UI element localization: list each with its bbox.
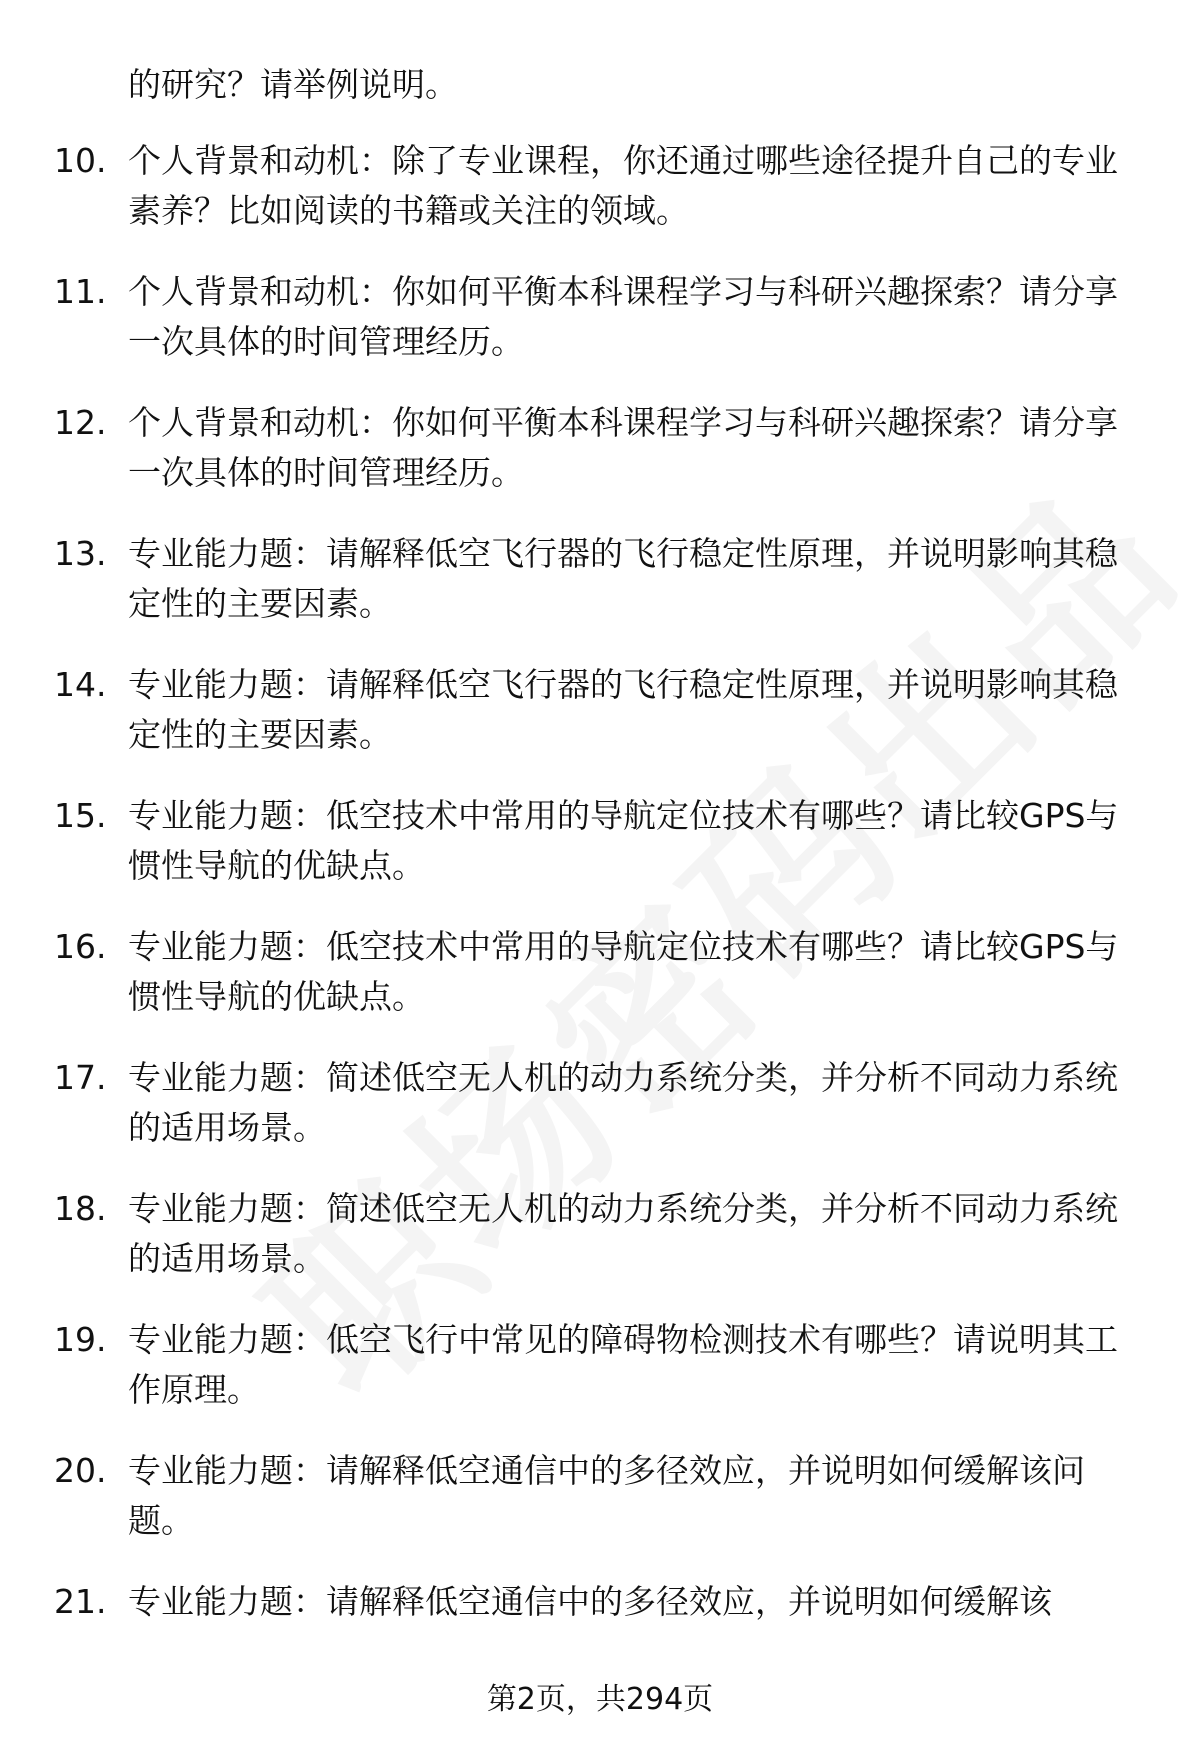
list-item (0, 1184, 1200, 1284)
list-item (0, 529, 1200, 629)
item-text: 专业能力题：请解释低空通信中的多径效应，并说明如何缓解该问题。 (128, 1451, 1085, 1540)
item-text: 专业能力题：低空飞行中常见的障碍物检测技术有哪些？请说明其工作原理。 (128, 1320, 1118, 1409)
item-number: 21. (54, 1582, 107, 1621)
item-text: 专业能力题：简述低空无人机的动力系统分类，并分析不同动力系统的适用场景。 (128, 1189, 1118, 1278)
page-footer: 第2页，共294页 (486, 1682, 714, 1717)
item-number: 17. (54, 1058, 107, 1097)
item-text: 专业能力题：低空技术中常用的导航定位技术有哪些？请比较GPS与惯性导航的优缺点。 (128, 796, 1119, 885)
item-number: 11. (54, 272, 107, 311)
item-text: 个人背景和动机：除了专业课程，你还通过哪些途径提升自己的专业素养？比如阅读的书籍或关注的领域。 (128, 141, 1118, 230)
list-item (0, 1315, 1200, 1415)
item-number: 12. (54, 403, 107, 442)
item-text: 专业能力题：低空技术中常用的导航定位技术有哪些？请比较GPS与惯性导航的优缺点。 (128, 927, 1119, 1016)
question-list (0, 136, 1200, 1708)
list-item (0, 136, 1200, 236)
item-number: 13. (54, 534, 107, 573)
item-number: 14. (54, 665, 107, 704)
list-item (0, 791, 1200, 891)
item-text: 专业能力题：请解释低空通信中的多径效应，并说明如何缓解该 (128, 1582, 1052, 1621)
item-number: 16. (54, 927, 107, 966)
item-number: 19. (54, 1320, 107, 1359)
list-item (0, 398, 1200, 498)
list-item (0, 1053, 1200, 1153)
list-item (0, 660, 1200, 760)
item-text: 个人背景和动机：你如何平衡本科课程学习与科研兴趣探索？请分享一次具体的时间管理经历。 (128, 272, 1118, 361)
continuation-text: 的研究？请举例说明。 (128, 65, 458, 104)
item-number: 20. (54, 1451, 107, 1490)
list-item (0, 922, 1200, 1022)
item-number: 10. (54, 141, 107, 180)
list-item (0, 1577, 1200, 1677)
list-item (0, 267, 1200, 367)
list-item (0, 1446, 1200, 1546)
item-number: 15. (54, 796, 107, 835)
item-number: 18. (54, 1189, 107, 1228)
item-text: 专业能力题：简述低空无人机的动力系统分类，并分析不同动力系统的适用场景。 (128, 1058, 1118, 1147)
item-text: 个人背景和动机：你如何平衡本科课程学习与科研兴趣探索？请分享一次具体的时间管理经历。 (128, 403, 1118, 492)
item-text: 专业能力题：请解释低空飞行器的飞行稳定性原理，并说明影响其稳定性的主要因素。 (128, 665, 1118, 754)
item-text: 专业能力题：请解释低空飞行器的飞行稳定性原理，并说明影响其稳定性的主要因素。 (128, 534, 1118, 623)
